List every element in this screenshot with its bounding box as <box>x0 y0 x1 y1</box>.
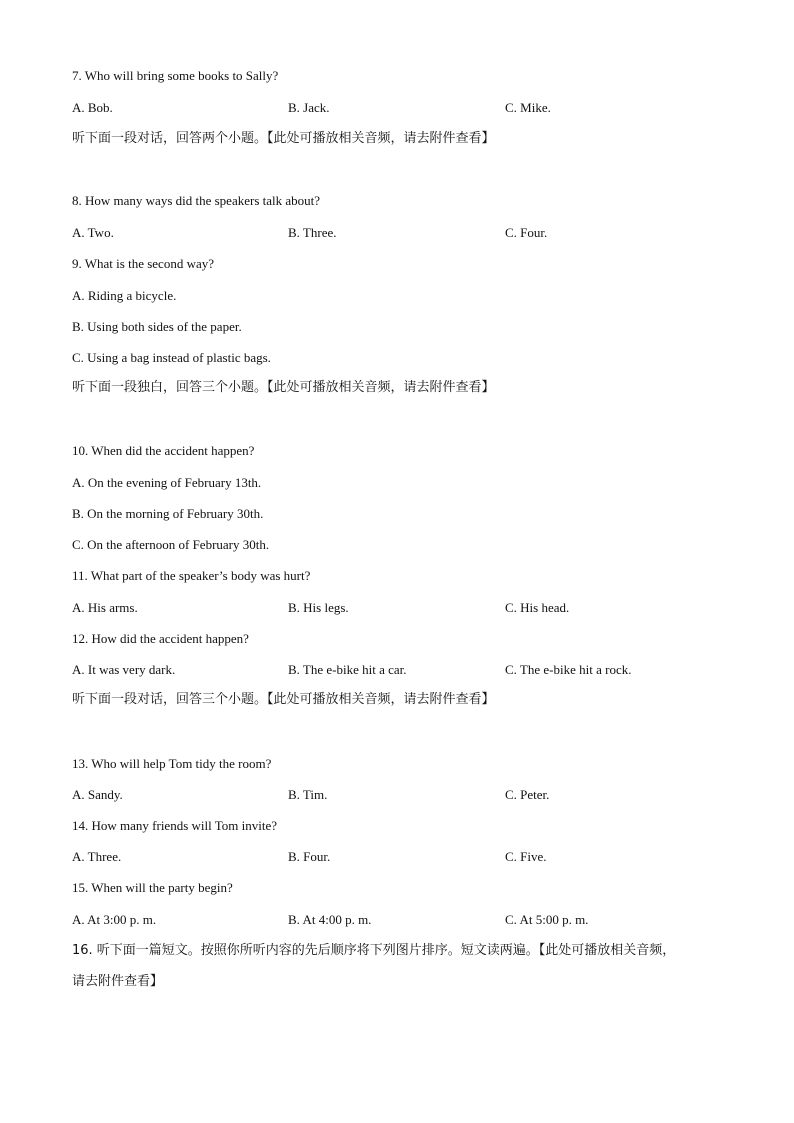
option-15a: A. At 3:00 p. m. <box>72 912 157 927</box>
question-11: 11. What part of the speaker’s body was hurt? <box>72 568 311 583</box>
question-7: 7. Who will bring some books to Sally? <box>72 68 279 83</box>
option-7c: C. Mike. <box>505 100 551 115</box>
section-instruction: 听下面一段独白，回答三个小题。【此处可播放相关音频，请去附件查看】 <box>72 380 495 395</box>
option-14c: C. Five. <box>505 849 547 864</box>
question-14: 14. How many friends will Tom invite? <box>72 818 278 833</box>
option-12b: B. The e-bike hit a car. <box>288 662 407 677</box>
option-9c: C. Using a bag instead of plastic bags. <box>72 350 271 365</box>
option-11a: A. His arms. <box>72 600 138 615</box>
question-13: 13. Who will help Tom tidy the room? <box>72 756 272 771</box>
option-15c: C. At 5:00 p. m. <box>505 912 589 927</box>
question-16: 16. 听下面一篇短文。按照你所听内容的先后顺序将下列图片排序。短文读两遍。【此处可播放相关音频， <box>72 943 676 958</box>
option-9a: A. Riding a bicycle. <box>72 288 177 303</box>
option-13c: C. Peter. <box>505 787 550 802</box>
option-13a: A. Sandy. <box>72 787 123 802</box>
option-12c: C. The e-bike hit a rock. <box>505 662 632 677</box>
question-16-continued: 请去附件查看】 <box>72 974 164 989</box>
option-9b: B. Using both sides of the paper. <box>72 319 242 334</box>
option-13b: B. Tim. <box>288 787 328 802</box>
option-10b: B. On the morning of February 30th. <box>72 506 264 521</box>
option-8b: B. Three. <box>288 225 337 240</box>
option-11c: C. His head. <box>505 600 570 615</box>
question-8: 8. How many ways did the speakers talk about? <box>72 193 321 208</box>
question-10: 10. When did the accident happen? <box>72 443 255 458</box>
option-14b: B. Four. <box>288 849 331 864</box>
option-14a: A. Three. <box>72 849 122 864</box>
option-8a: A. Two. <box>72 225 114 240</box>
option-12a: A. It was very dark. <box>72 662 176 677</box>
option-10c: C. On the afternoon of February 30th. <box>72 537 270 552</box>
option-11b: B. His legs. <box>288 600 349 615</box>
question-12: 12. How did the accident happen? <box>72 631 249 646</box>
question-9: 9. What is the second way? <box>72 256 214 271</box>
section-instruction: 听下面一段对话，回答三个小题。【此处可播放相关音频，请去附件查看】 <box>72 692 495 707</box>
option-10a: A. On the evening of February 13th. <box>72 475 262 490</box>
question-15: 15. When will the party begin? <box>72 880 233 895</box>
option-7b: B. Jack. <box>288 100 330 115</box>
section-instruction: 听下面一段对话，回答两个小题。【此处可播放相关音频，请去附件查看】 <box>72 131 495 146</box>
option-7a: A. Bob. <box>72 100 113 115</box>
option-8c: C. Four. <box>505 225 548 240</box>
option-15b: B. At 4:00 p. m. <box>288 912 372 927</box>
